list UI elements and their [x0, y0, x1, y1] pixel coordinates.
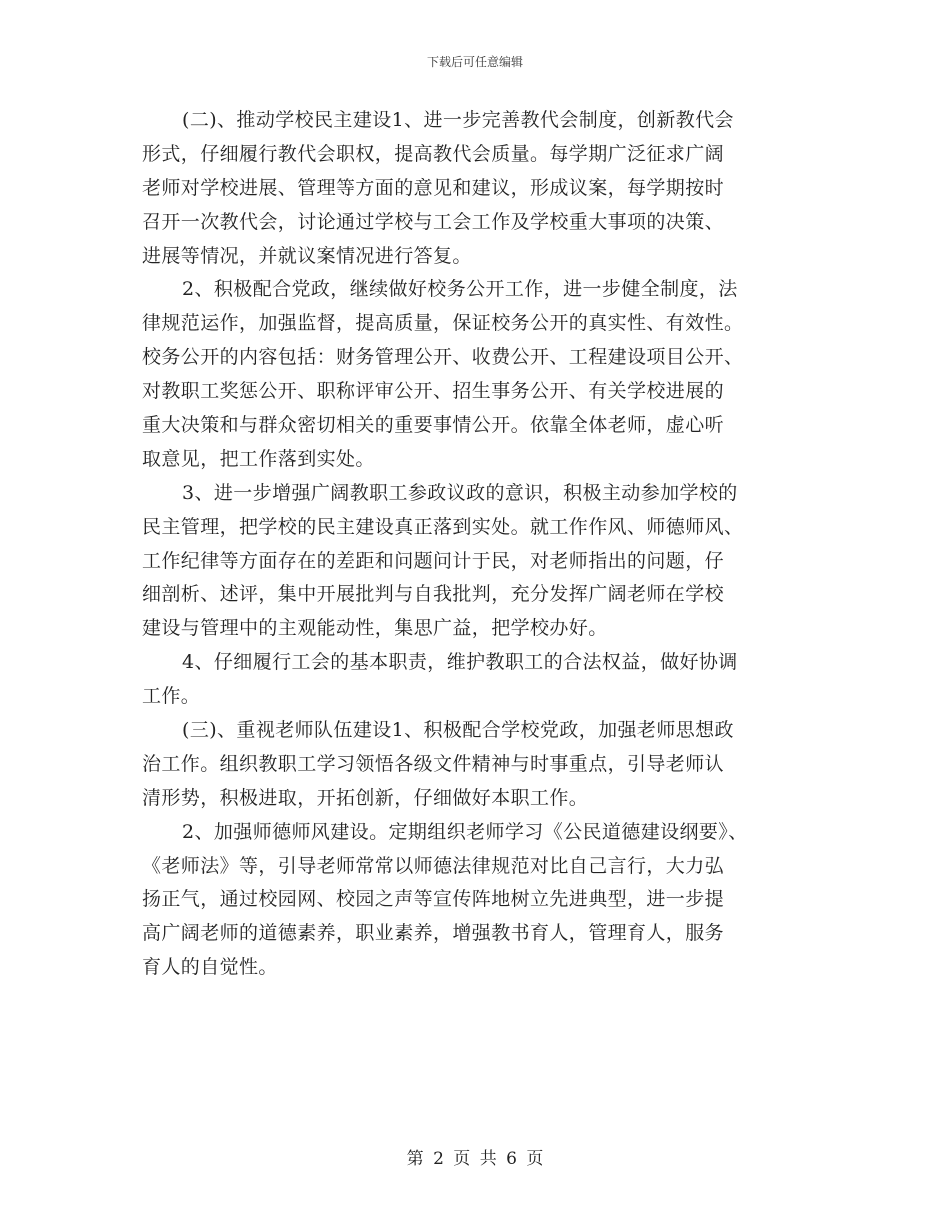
- text-line: 取意见，把工作落到实处。: [142, 447, 375, 470]
- text-line: 民主管理，把学校的民主建设真正落到实处。就工作作风、师德师风、: [142, 515, 744, 538]
- text-line: 校务公开的内容包括：财务管理公开、收费公开、工程建设项目公开、: [142, 346, 744, 369]
- page-header: 下载后可任意编辑: [426, 55, 523, 69]
- text-line: 《老师法》等，引导老师常常以师德法律规范对比自己言行，大力弘: [142, 854, 725, 877]
- text-line: 3、进一步增强广阔教职工参政议政的意识，积极主动参加学校的: [182, 481, 738, 504]
- document-body: [142, 104, 822, 985]
- text-line: 育人的自觉性。: [142, 956, 278, 979]
- text-line: 工作纪律等方面存在的差距和问题问计于民，对老师指出的问题，仔: [142, 549, 725, 572]
- text-line: 召开一次教代会，讨论通过学校与工会工作及学校重大事项的决策、: [142, 210, 725, 233]
- text-line: 清形势，积极进取，开拓创新，仔细做好本职工作。: [142, 786, 589, 809]
- text-line: 重大决策和与群众密切相关的重要事情公开。依靠全体老师，虚心听: [142, 414, 725, 437]
- text-line: 细剖析、述评，集中开展批判与自我批判，充分发挥广阔老师在学校: [142, 583, 725, 606]
- text-line: 2、加强师德师风建设。定期组织老师学习《公民道德建设纲要》、: [182, 820, 748, 843]
- page-number-footer: 第 2 页 共 6 页: [406, 1149, 544, 1169]
- text-line: 建设与管理中的主观能动性，集思广益，把学校办好。: [142, 617, 608, 640]
- text-line: 治工作。组织教职工学习领悟各级文件精神与时事重点，引导老师认: [142, 752, 725, 775]
- text-line: 扬正气，通过校园网、校园之声等宣传阵地树立先进典型，进一步提: [142, 888, 725, 911]
- text-line: 进展等情况，并就议案情况进行答复。: [142, 244, 472, 267]
- text-line: (三)、重视老师队伍建设1、积极配合学校党政，加强老师思想政: [182, 719, 734, 742]
- text-line: 高广阔老师的道德素养，职业素养，增强教书育人，管理育人，服务: [142, 922, 725, 945]
- text-line: 形式，仔细履行教代会职权，提高教代会质量。每学期广泛征求广阔: [142, 142, 725, 165]
- text-line: 对教职工奖惩公开、职称评审公开、招生事务公开、有关学校进展的: [142, 380, 725, 403]
- text-line: 老师对学校进展、管理等方面的意见和建议，形成议案，每学期按时: [142, 176, 725, 199]
- text-line: 律规范运作，加强监督，提高质量，保证校务公开的真实性、有效性。: [142, 312, 744, 335]
- text-line: 工作。: [142, 685, 201, 708]
- text-line: (二)、推动学校民主建设1、进一步完善教代会制度，创新教代会: [182, 109, 734, 131]
- text-line: 4、仔细履行工会的基本职责，维护教职工的合法权益，做好协调: [182, 651, 738, 674]
- text-line: 2、积极配合党政，继续做好校务公开工作，进一步健全制度，法: [182, 278, 738, 301]
